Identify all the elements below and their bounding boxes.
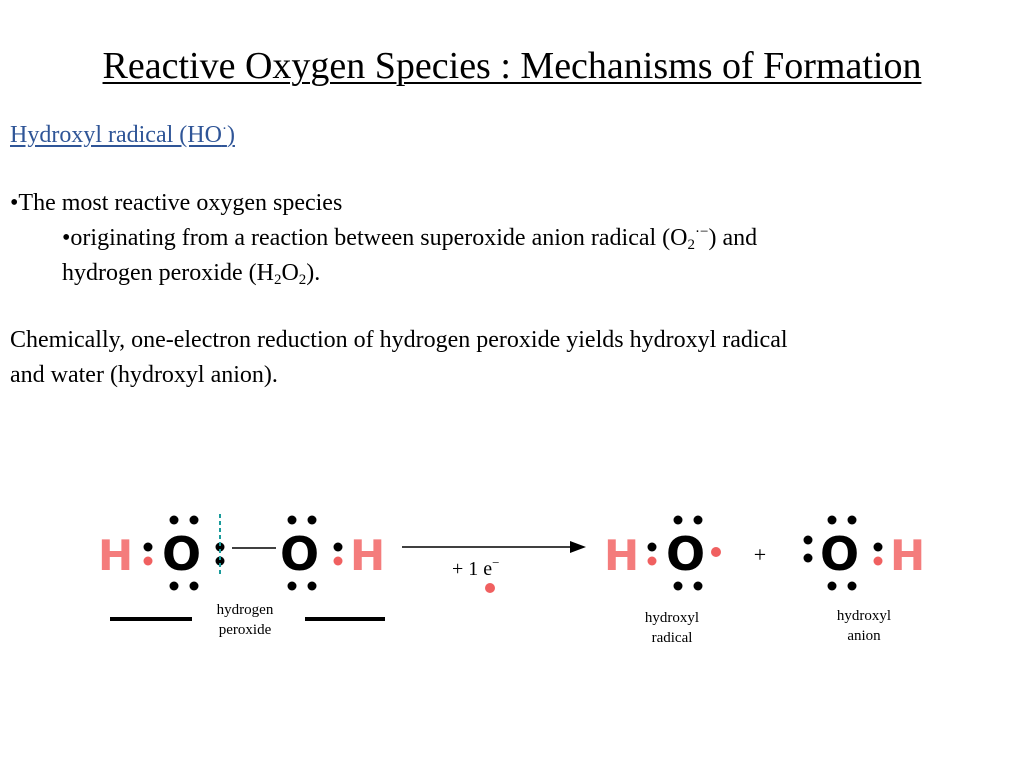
lone-pair-electron <box>170 516 179 525</box>
peroxide-subscript-h: 2 <box>273 272 282 288</box>
peroxide-text-o: O <box>281 260 299 286</box>
peroxide-text1: hydrogen peroxide (H <box>62 260 274 286</box>
lone-pair-electron <box>848 582 857 591</box>
lone-pair-electron <box>694 516 703 525</box>
radical-atom-o: O <box>666 527 706 581</box>
lone-pair-electron <box>694 582 703 591</box>
paragraph-line1: Chemically, one-electron reduction of hydrogen peroxide yields hydroxyl radical <box>10 327 788 353</box>
unpaired-electron <box>711 547 721 557</box>
lone-pair-electron <box>804 536 813 545</box>
electron-label-text: + 1 e <box>452 558 493 580</box>
h2o2-atom-o-left: O <box>162 527 202 581</box>
lone-pair-electron <box>308 582 317 591</box>
electron-minus: − <box>492 555 500 570</box>
lone-pair-electron <box>190 516 199 525</box>
lone-pair-electron <box>308 516 317 525</box>
label-hydrogen: hydrogen <box>216 602 274 618</box>
superoxide-superscript: ·− <box>695 224 709 240</box>
lone-pair-electron <box>674 582 683 591</box>
electron-label <box>452 555 500 580</box>
radical-bond-electron <box>648 543 657 552</box>
label-peroxide: peroxide <box>218 622 272 638</box>
label-hydroxyl-1: hydroxyl <box>644 610 700 626</box>
lewis-structure-svg <box>80 500 960 660</box>
bullet-originating-text2: ) and <box>708 225 758 251</box>
plus-sign: + <box>753 542 767 567</box>
anion-bond-electron <box>874 543 883 552</box>
label-radical: radical <box>651 630 693 646</box>
lone-pair-electron <box>170 582 179 591</box>
h2o2-bond-electron <box>144 543 153 552</box>
h2o2-atom-h-left: H <box>98 531 134 580</box>
peroxide-text2: ). <box>306 260 321 286</box>
anion-bond-electron-h <box>874 557 883 566</box>
label-anion: anion <box>847 628 881 644</box>
peroxide-subscript-o: 2 <box>298 272 307 288</box>
lone-pair-electron <box>288 516 297 525</box>
subheading-radical-dot: · <box>221 121 227 137</box>
bullet-originating-line1 <box>62 223 757 253</box>
h2o2-bond-electron-h <box>144 557 153 566</box>
label-hydroxyl-2: hydroxyl <box>836 608 892 624</box>
lone-pair-electron <box>848 516 857 525</box>
subheading-text: Hydroxyl radical (HO <box>10 122 222 148</box>
radical-atom-h: H <box>604 531 640 580</box>
h2o2-bond-electron-h <box>334 557 343 566</box>
lone-pair-electron <box>288 582 297 591</box>
lone-pair-electron <box>828 582 837 591</box>
bullet-originating-line2 <box>62 258 320 288</box>
lone-pair-electron <box>190 582 199 591</box>
radical-bond-electron-h <box>648 557 657 566</box>
arrow-head-icon <box>570 541 586 553</box>
slide-title: Reactive Oxygen Species : Mechanisms of Formation <box>102 45 922 87</box>
bullet-most-reactive: •The most reactive oxygen species <box>10 190 343 216</box>
anion-atom-o: O <box>820 527 860 581</box>
anion-atom-h: H <box>890 531 926 580</box>
lone-pair-electron <box>828 516 837 525</box>
subheading-close: ) <box>226 122 235 148</box>
h2o2-atom-h-right: H <box>350 531 386 580</box>
subheading-hydroxyl-radical <box>10 120 235 150</box>
added-electron <box>485 583 495 593</box>
h2o2-bond-electron <box>334 543 343 552</box>
paragraph-line2: and water (hydroxyl anion). <box>10 362 278 388</box>
lone-pair-electron <box>674 516 683 525</box>
bullet-originating-text1: •originating from a reaction between superoxide anion radical (O <box>62 225 688 251</box>
lone-pair-electron <box>804 554 813 563</box>
superoxide-subscript: 2 <box>687 237 695 253</box>
reaction-diagram <box>80 500 960 665</box>
h2o2-atom-o-right: O <box>280 527 320 581</box>
